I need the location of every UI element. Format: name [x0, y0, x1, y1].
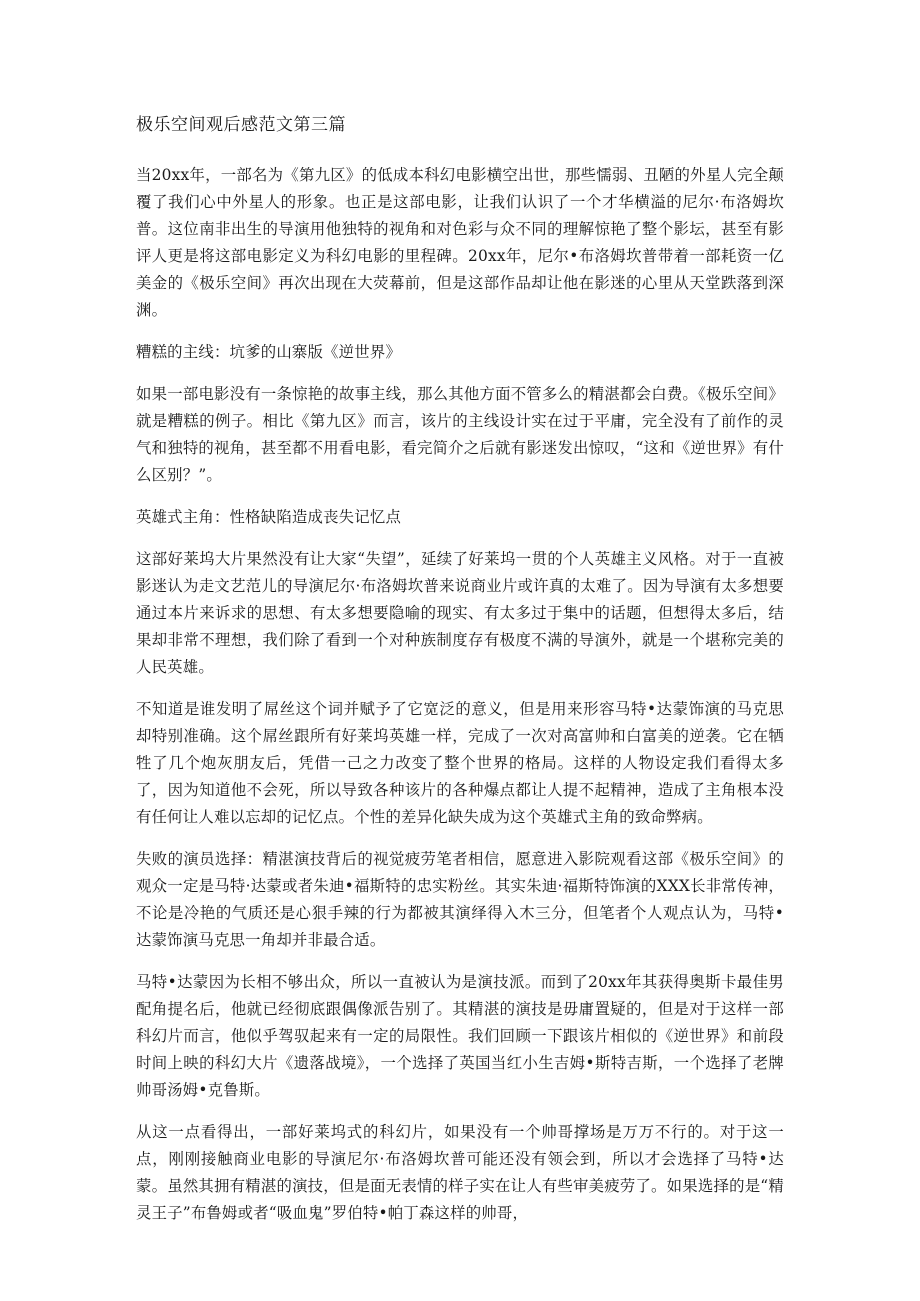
- paragraph-matt-damon: 马特•达蒙因为长相不够出众，所以一直被认为是演技派。而到了20xx年其获得奥斯卡最佳男配角提名后，他就已经彻底跟偶像派告别了。其精湛的演技是毋庸置疑的，但是对于这样一部科幻片而言，他似乎驾驭起来有一定的局限性。我们回顾一下跟该片相似的《逆世界》和前段时间上映的科幻大片《遗落战境》，一个选择了英国当红小生吉姆•斯特吉斯，一个选择了老牌帅哥汤姆•克鲁斯。: [136, 973, 784, 1099]
- section-heading-main-plot: 糟糕的主线：坑爹的山寨版《逆世界》: [136, 343, 402, 361]
- paragraph-casting: 失败的演员选择：精湛演技背后的视觉疲劳笔者相信，愿意进入影院观看这部《极乐空间》的观众一定是马特·达蒙或者朱迪•福斯特的忠实粉丝。其实朱迪·福斯特饰演的XXX长非常传神，不论是冷艳的气质还是心狠手辣的行为都被其演绎得入木三分，但笔者个人观点认为，马特•达蒙饰演马克思一角却并非最合适。: [136, 850, 784, 949]
- paragraph-hero-style: 这部好莱坞大片果然没有让大家“失望”，延续了好莱坞一贯的个人英雄主义风格。对于一直被影迷认为走文艺范儿的导演尼尔·布洛姆坎普来说商业片或许真的太难了。因为导演有太多想要通过本片来诉求的思想、有太多想要隐喻的现实、有太多过于集中的话题，但想得太多后，结果却非常不理想，我们除了看到一个对种族制度存有极度不满的导演外，就是一个堪称完美的人民英雄。: [136, 550, 784, 676]
- paragraph-hero-character: 不知道是谁发明了屌丝这个词并赋予了它宽泛的意义，但是用来形容马特•达蒙饰演的马克思却特别准确。这个屌丝跟所有好莱坞英雄一样，完成了一次对高富帅和白富美的逆袭。它在牺牲了几个炮灰朋友后，凭借一己之力改变了整个世界的格局。这样的人物设定我们看得太多了，因为知道他不会死，所以导致各种该片的各种爆点都让人提不起精神，造成了主角根本没有任何让人难以忘却的记忆点。个性的差异化缺失成为这个英雄式主角的致命弊病。: [136, 700, 784, 826]
- document-page: [136, 110, 784, 1242]
- section-heading-hero: 英雄式主角：性格缺陷造成丧失记忆点: [136, 508, 402, 526]
- document-title: 极乐空间观后感范文第三篇: [136, 115, 346, 135]
- paragraph-main-plot: 如果一部电影没有一条惊艳的故事主线，那么其他方面不管多么的精湛都会白费。《极乐空间》就是糟糕的例子。相比《第九区》而言，该片的主线设计实在过于平庸，完全没有了前作的灵气和独特的视角，甚至都不用看电影，看完简介之后就有影迷发出惊叹，“这和《逆世界》有什么区别？”。: [136, 385, 784, 484]
- paragraph-conclusion: 从这一点看得出，一部好莱坞式的科幻片，如果没有一个帅哥撑场是万万不行的。对于这一点，刚刚接触商业电影的导演尼尔·布洛姆坎普可能还没有领会到，所以才会选择了马特•达蒙。虽然其拥有精湛的演技，但是面无表情的样子实在让人有些审美疲劳了。如果选择的是“精灵王子”布鲁姆或者“吸血鬼”罗伯特•帕丁森这样的帅哥，: [136, 1123, 784, 1222]
- paragraph-intro: 当20xx年，一部名为《第九区》的低成本科幻电影横空出世，那些懦弱、丑陋的外星人完全颠覆了我们心中外星人的形象。也正是这部电影，让我们认识了一个才华横溢的尼尔·布洛姆坎普。这位南非出生的导演用他独特的视角和对色彩与众不同的理解惊艳了整个影坛，甚至有影评人更是将这部电影定义为科幻电影的里程碑。20xx年，尼尔•布洛姆坎普带着一部耗资一亿美金的《极乐空间》再次出现在大荧幕前，但是这部作品却让他在影迷的心里从天堂跌落到深渊。: [136, 166, 784, 319]
